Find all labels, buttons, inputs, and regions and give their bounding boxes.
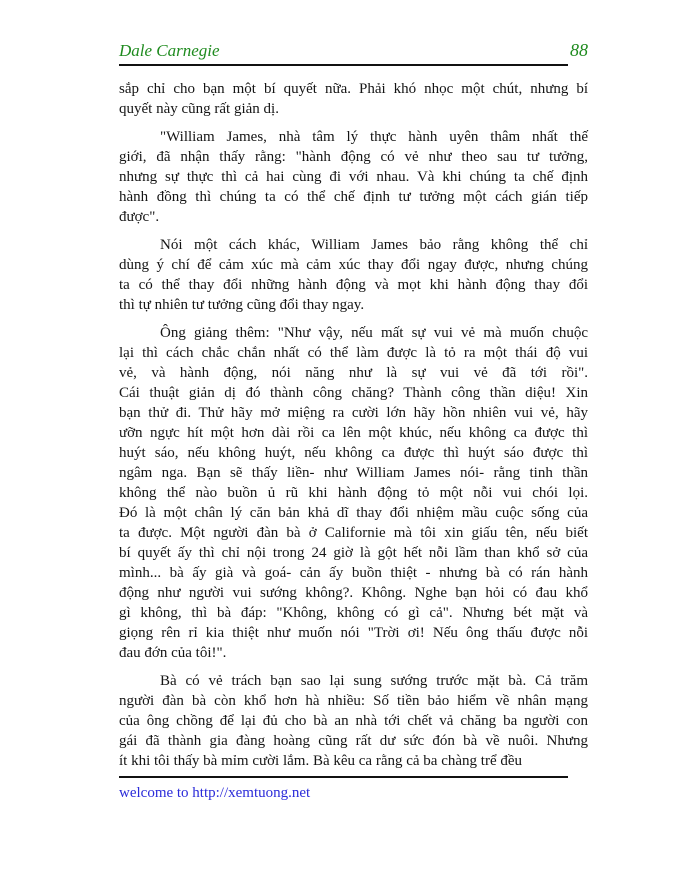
paragraph xyxy=(119,235,588,315)
text-line: bí quyết ấy thì chỉ nội trong 24 giờ là gột hết nỗi lầm than khổ sở của xyxy=(119,545,588,561)
text-line: "William James, nhà tâm lý thực hành uyên thâm nhất thế xyxy=(160,129,588,145)
text-line: bạn thử đi. Thử hãy mở miệng ra cười lớn hãy hồn nhiên vui vẻ, hãy xyxy=(119,405,588,421)
paragraph xyxy=(119,127,588,227)
text-line: dùng ý chí để cảm xúc mà cảm xúc thay đổi ngay được, nhưng chúng xyxy=(119,257,588,273)
text-line: mình... bà ấy già và goá- cản ấy buồn thiệt - nhưng bà có rán hành xyxy=(119,565,588,581)
text-line: giọng rên rỉ kia thiệt như muốn nói "Trời ơi! Nếu ông thấu được nỗi xyxy=(119,625,588,641)
header-rule xyxy=(119,64,568,66)
text-line: động như người vui sướng không?. Không. Nghe bạn hỏi có đau khổ xyxy=(119,585,588,601)
text-line: của ông chồng để lại đủ cho bà an nhà tới chết vả chăng ba người con xyxy=(119,713,588,729)
text-line: Đó là một chân lý căn bản khả dĩ thay đổi nhiệm mầu cuộc sống của xyxy=(119,505,588,521)
text-line: người đàn bà còn khổ hơn hà nhiều: Số tiền bảo hiểm về nhân mạng xyxy=(119,693,588,709)
text-line: Cái thuật giản dị đó thành công chăng? Thành công thần diệu! Xin xyxy=(119,385,588,401)
text-line: ta có thể thay đổi những hành động và mọt khi hành động thay đổi xyxy=(119,277,588,293)
text-line: gì không, thì bà đáp: "Không, không có gì cả". Nhưng bét mặt và xyxy=(119,605,588,621)
text-line: đau đớn của tôi!". xyxy=(119,645,227,661)
text-line: nhưng sự thực thì cả hai cùng đi với nhau. Và khi chúng ta chế định xyxy=(119,169,588,185)
paragraph xyxy=(119,79,588,119)
footer-rule xyxy=(119,776,568,778)
header-page-number: 88 xyxy=(570,40,588,60)
header-author: Dale Carnegie xyxy=(119,41,220,60)
text-line: lại thì cách chắc chắn nhất có thể làm được là tỏ ra một thái độ vui xyxy=(119,345,588,361)
text-line: thì tự nhiên tư tưởng cũng đổi thay ngay. xyxy=(119,297,365,313)
text-line: được". xyxy=(119,209,160,225)
text-line: vẻ, và hành động, nói năng như là sự vui vẻ đã tới rồi". xyxy=(119,365,588,381)
text-line: giới, đã nhận thấy rằng: "hành động có vẻ như theo sau tư tưởng, xyxy=(119,149,588,165)
body-text xyxy=(119,79,588,771)
text-line: ngâm nga. Bạn sẽ thấy liền- như William James nói- rằng tinh thần xyxy=(119,465,588,481)
text-line: gái đã thành gia đàng hoàng cũng rất dư sức đón bà về nuôi. Nhưng xyxy=(119,733,588,749)
text-line: huýt sáo, nếu không huýt, nếu không ca được thì huýt sáo được thì xyxy=(119,445,588,461)
text-line: ta được. Một người đàn bà ở Californie mà tôi xin giấu tên, nếu biết xyxy=(119,525,588,541)
text-line: hành đồng thì chúng ta có thể chế định tư tưởng một cách gián tiếp xyxy=(119,189,588,205)
page-header xyxy=(119,40,588,61)
text-line: ít khi tôi thấy bà mỉm cười lắm. Bà kêu ca rằng cả ba chàng trể đều xyxy=(119,753,523,769)
text-line: không thể nào buồn ủ rũ khi hành động tỏ một nỗi vui chói lọi. xyxy=(119,485,588,501)
page-footer xyxy=(119,783,588,803)
paragraph xyxy=(119,323,588,663)
footer-link[interactable]: welcome to http://xemtuong.net xyxy=(119,785,311,801)
text-line: ưỡn ngực hít một hơn dài rồi ca lên một khúc, nếu không ca được thì xyxy=(119,425,588,441)
text-line: Ông giảng thêm: "Như vậy, nếu mất sự vui vẻ mà muốn chuộc xyxy=(160,325,588,341)
text-line: Bà có vẻ trách bạn sao lại sung sướng trước mặt bà. Cả trăm xyxy=(160,673,588,689)
text-line: sắp chỉ cho bạn một bí quyết nữa. Phải khó nhọc một chút, nhưng bí xyxy=(119,81,588,97)
text-line: quyết này cũng rất giản dị. xyxy=(119,101,279,117)
text-line: Nói một cách khác, William James bảo rằng không thể chỉ xyxy=(160,237,588,253)
paragraph xyxy=(119,671,588,771)
